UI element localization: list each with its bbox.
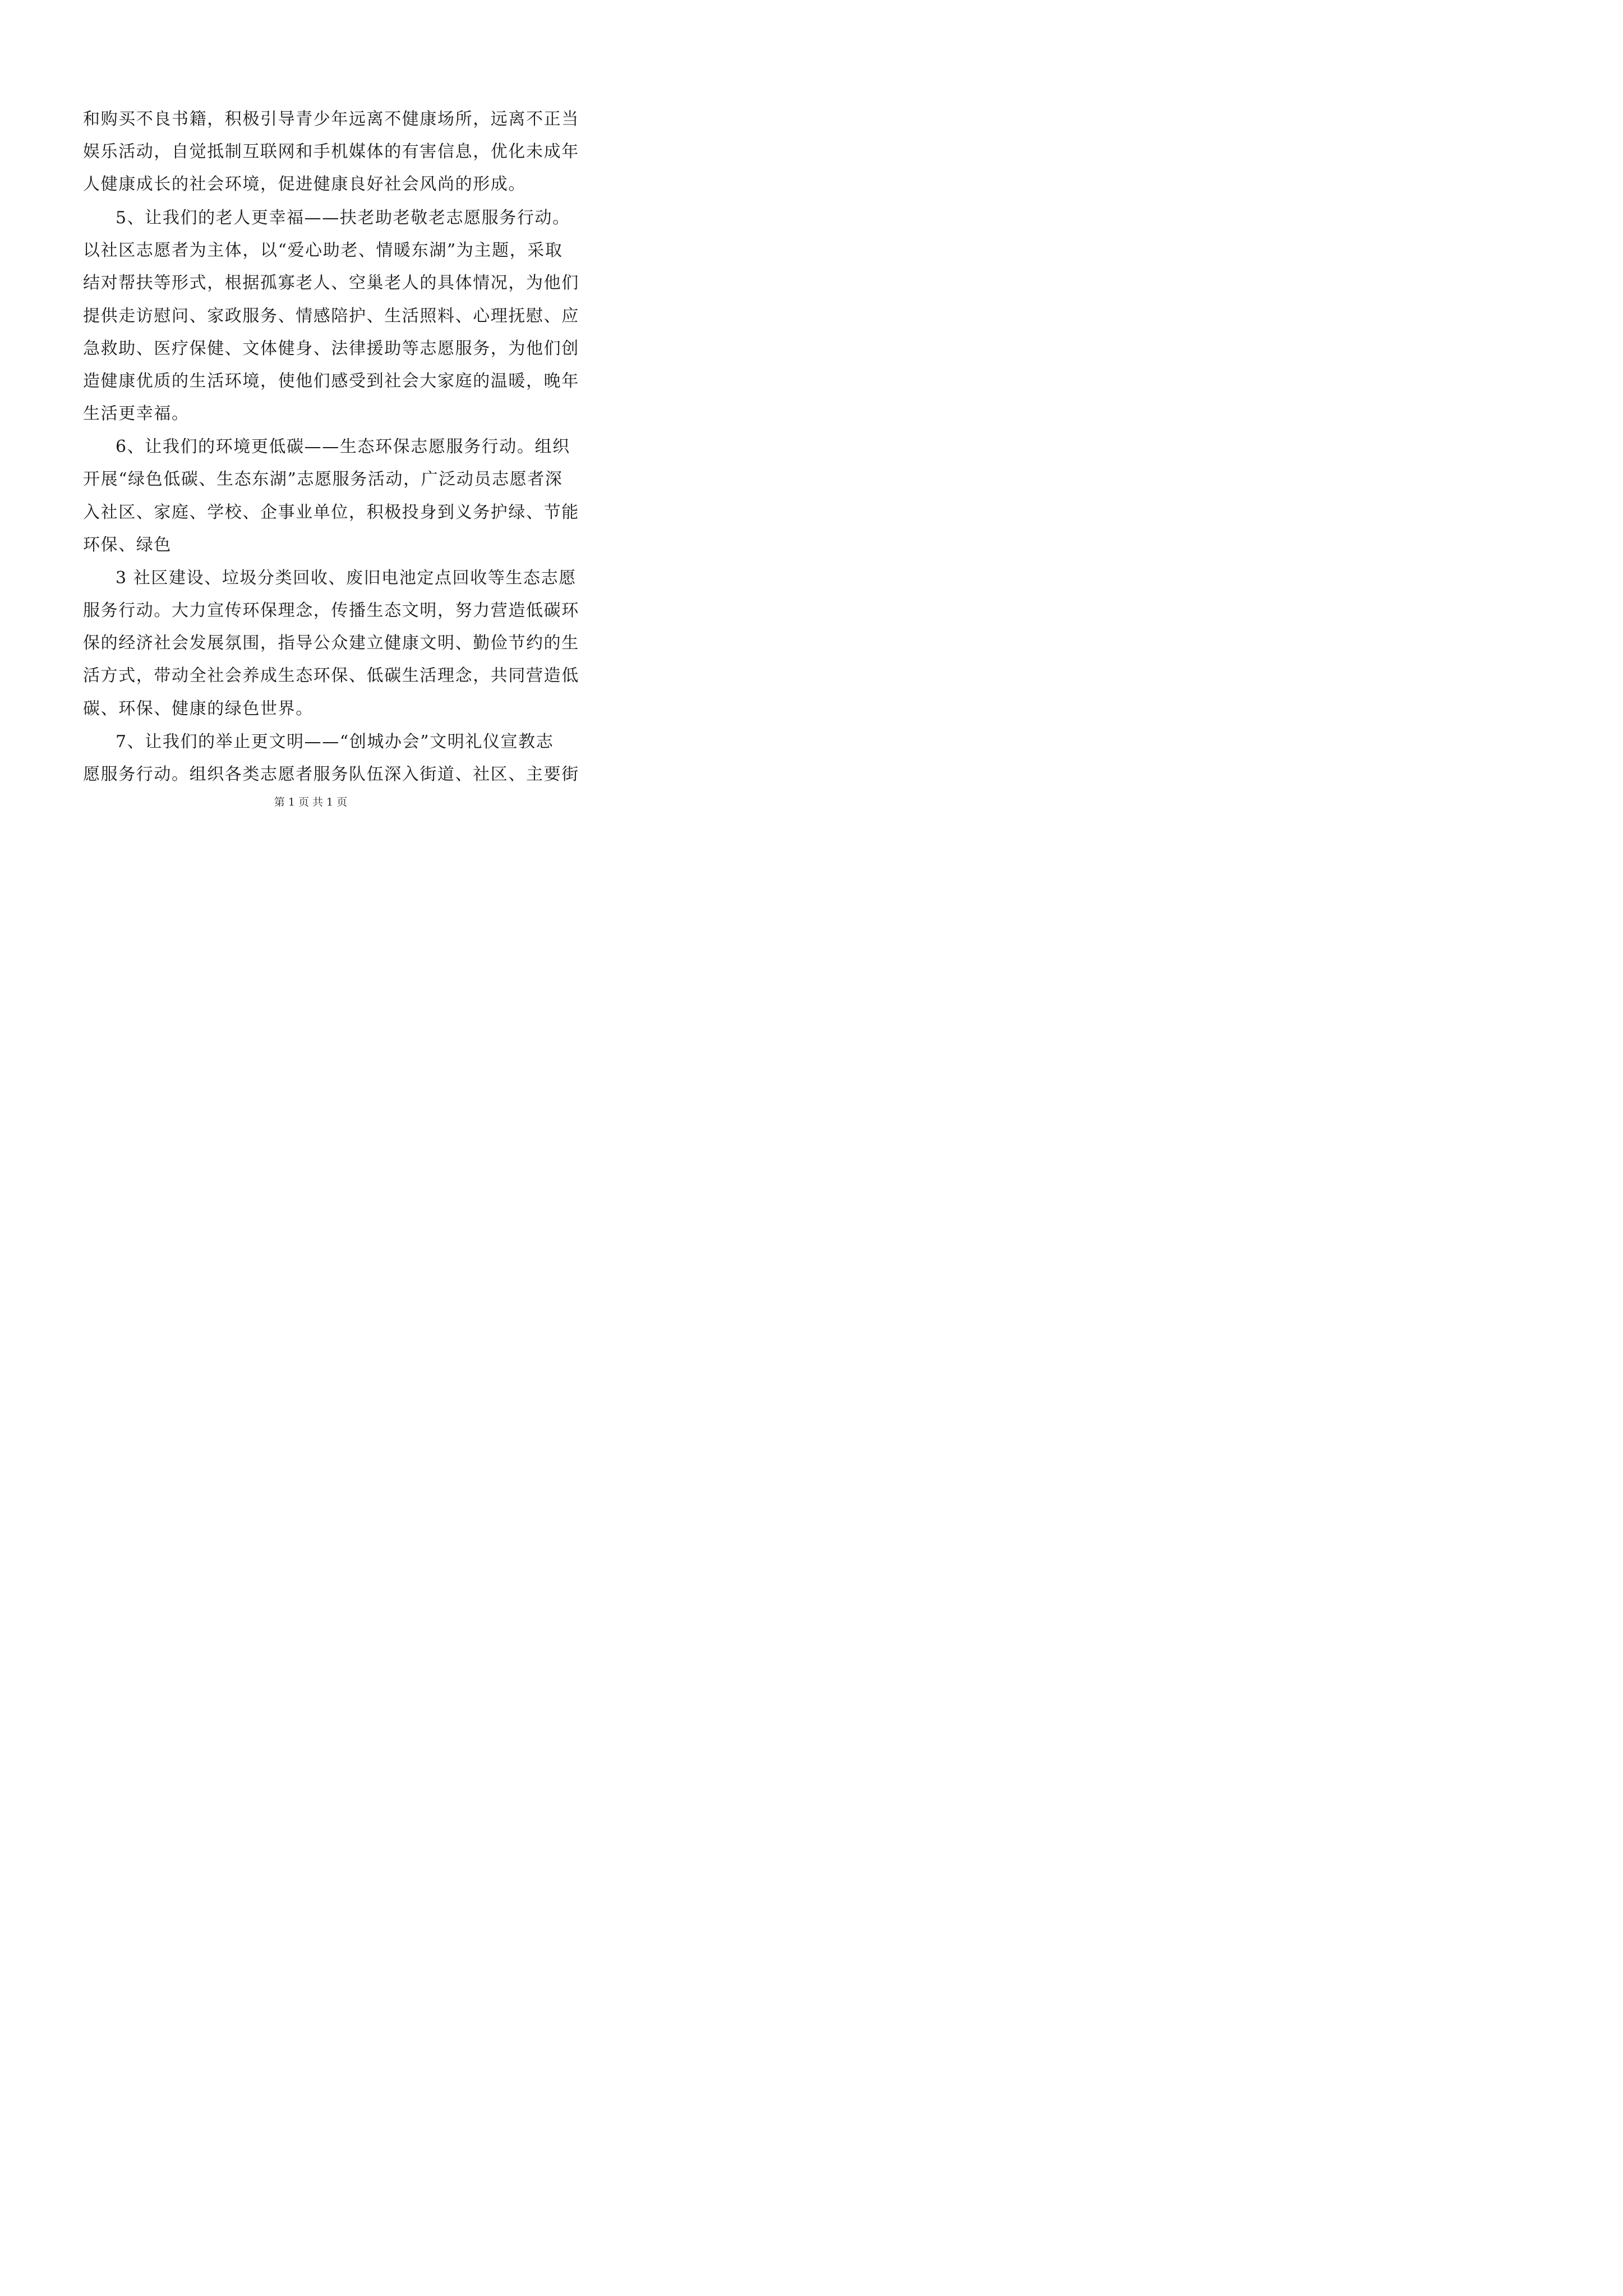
text-line: 愿服务行动。组织各类志愿者服务队伍深入街道、社区、主要街 [83, 765, 579, 784]
text-line: 5、让我们的老人更幸福——扶老助老敬老志愿服务行动。 [116, 208, 570, 228]
text-line: 以社区志愿者为主体，以“爱心助老、情暖东湖”为主题，采取 [83, 241, 563, 260]
text-line: 7、让我们的举止更文明——“创城办会”文明礼仪宣教志 [116, 732, 554, 752]
text-line: 服务行动。大力宣传环保理念，传播生态文明，努力营造低碳环 [83, 601, 579, 620]
text-line: 提供走访慰问、家政服务、情感陪护、生活照料、心理抚慰、应 [83, 306, 579, 326]
page-number-footer: 第 1 页 共 1 页 [274, 796, 348, 808]
text-line: 结对帮扶等形式，根据孤寡老人、空巢老人的具体情况，为他们 [83, 273, 579, 293]
text-line: 环保、绿色 [83, 535, 172, 555]
text-line: 造健康优质的生活环境，使他们感受到社会大家庭的温暖，晚年 [83, 371, 579, 391]
text-line: 娱乐活动，自觉抵制互联网和手机媒体的有害信息，优化未成年 [83, 142, 579, 162]
text-line: 入社区、家庭、学校、企事业单位，积极投身到义务护绿、节能 [83, 503, 579, 522]
text-line: 碳、环保、健康的绿色世界。 [83, 699, 313, 719]
text-line: 6、让我们的环境更低碳——生态环保志愿服务行动。组织 [116, 437, 570, 457]
text-line: 3 社区建设、垃圾分类回收、废旧电池定点回收等生态志愿 [116, 568, 577, 588]
text-line: 活方式，带动全社会养成生态环保、低碳生活理念，共同营造低 [83, 666, 579, 685]
text-line: 生活更幸福。 [83, 404, 190, 424]
text-line: 保的经济社会发展氛围，指导公众建立健康文明、勤俭节约的生 [83, 633, 579, 653]
text-line: 开展“绿色低碳、生态东湖”志愿服务活动，广泛动员志愿者深 [83, 470, 563, 489]
text-line: 急救助、医疗保健、文体健身、法律援助等志愿服务，为他们创 [83, 339, 579, 358]
text-line: 和购买不良书籍，积极引导青少年远离不健康场所，远离不正当 [83, 109, 579, 129]
text-line: 人健康成长的社会环境，促进健康良好社会风尚的形成。 [83, 174, 526, 194]
